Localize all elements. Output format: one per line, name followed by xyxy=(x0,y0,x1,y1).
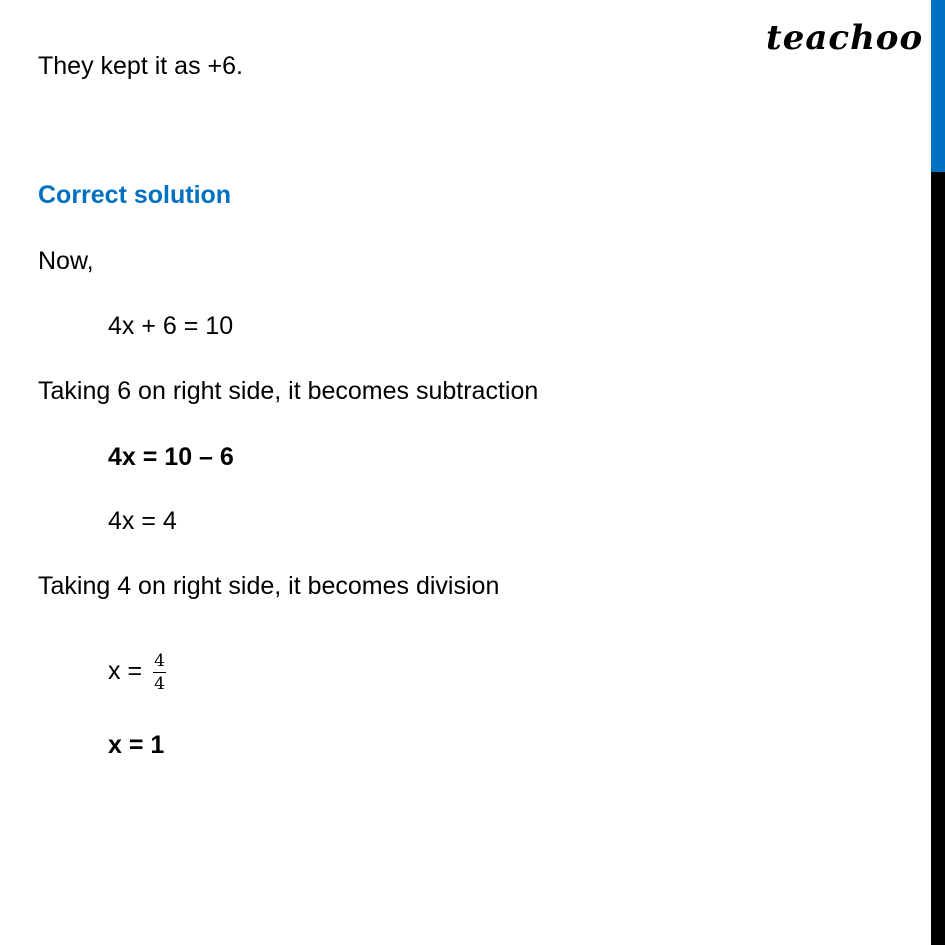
fraction-numerator: 4 xyxy=(154,651,165,671)
section-heading: Correct solution xyxy=(38,181,232,209)
side-dark-bar xyxy=(931,172,945,945)
equation-4 xyxy=(108,652,166,693)
equation-3: 4x = 4 xyxy=(108,507,177,535)
fraction-bar xyxy=(153,672,166,673)
fraction-denominator: 4 xyxy=(154,674,165,694)
intro-text: They kept it as +6. xyxy=(38,52,243,80)
fraction xyxy=(153,652,166,693)
equation-1: 4x + 6 = 10 xyxy=(108,312,234,340)
teachoo-logo: teachoo xyxy=(766,18,924,58)
now-text: Now, xyxy=(38,247,94,275)
step-2-text: Taking 4 on right side, it becomes division xyxy=(38,572,500,600)
equation-4-prefix: x = xyxy=(108,657,143,686)
equation-2: 4x = 10 – 6 xyxy=(108,443,234,471)
answer: x = 1 xyxy=(108,731,165,759)
side-accent-bar xyxy=(931,0,945,172)
step-1-text: Taking 6 on right side, it becomes subtraction xyxy=(38,377,539,405)
